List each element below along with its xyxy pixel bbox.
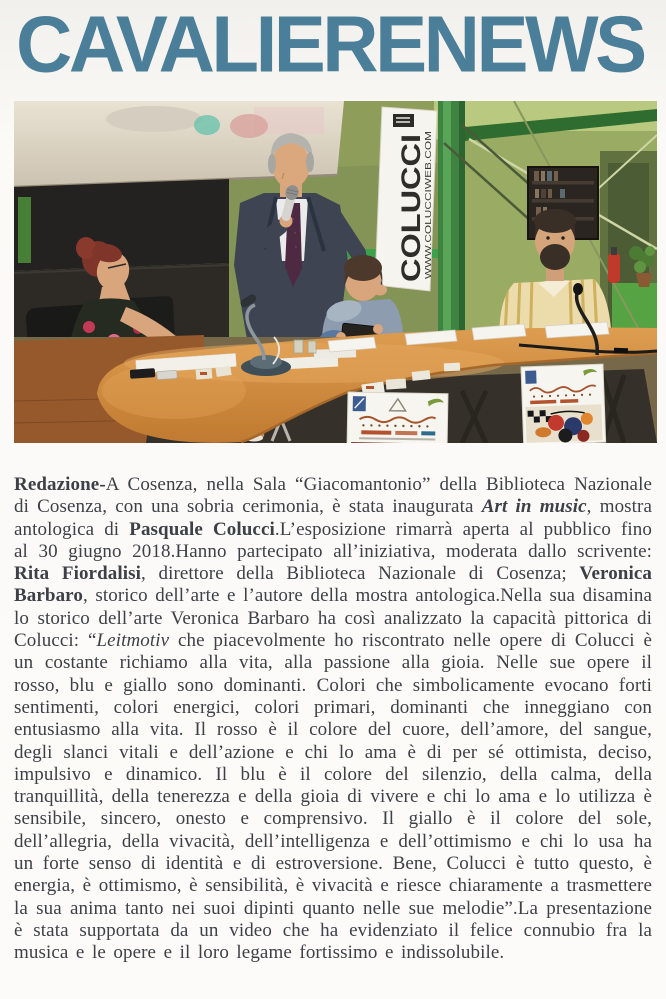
article-segment-leitmotiv: Leitmotiv (96, 630, 170, 652)
colucci-banner (375, 107, 437, 291)
article-segment-redazione: Redazione- (14, 474, 106, 495)
site-logo: CAVALIERENEWS (16, 0, 644, 89)
article-segment-esposizione: .L’esposizione rimarrà aperta al pubblico fino al 30 giugno 2018.Hanno partecipato all’iniziativa, moderata dallo scrivente: (14, 518, 652, 562)
article-segment-fiordalisi: Rita Fiordalisi (14, 563, 141, 585)
poster-left (347, 392, 448, 443)
event-photo (14, 101, 657, 443)
article-segment-intro: A Cosenza, nella Sala “Giacomantonio” della Biblioteca Nazionale di Cosenza, con una sobria cerimonia, è stata inaugurata (14, 474, 652, 518)
banner-url-vertical: WWW.COLUCCIWEB.COM (424, 179, 433, 279)
poster-right (521, 364, 606, 443)
green-pole (438, 101, 465, 343)
masthead (16, 2, 656, 94)
article-segment-colucci: Pasquale Colucci (129, 518, 275, 540)
event-photo-illustration (14, 101, 657, 443)
article-segment-storico: , storico dell’arte e l’autore della mostra antologica.Nella sua disamina lo storico dell’arte Veronica Barbaro ha così analizzato la capacità pittorica di Colucci: “ (14, 585, 652, 652)
article-paragraph (14, 474, 652, 965)
article-body (14, 474, 652, 965)
article-segment-direttore: , direttore della Biblioteca Nazionale di Cosenza; (140, 563, 580, 585)
article-segment-mostra: , mostra antologica di (14, 496, 653, 540)
article-segment-body: che piacevolmente ho riscontrato nelle opere di Colucci è un costante richiamo alla vita, alla passione alla gioia. Nelle sue opere il rosso, blu e giallo sono dominanti. Colori che simbolicamente evocano forti sentimenti, colori energici, colori primari, dominanti che inneggiano con entusiasmo alla vita. Il rosso è il colore del cuore, dell’amore, del sangue, degli slanci vitali e dell’azione e chi lo ama è di per sé ottimista, deciso, impulsivo e dinamico. Il blu è il colore del silenzio, della calma, della tranquillità, della tenerezza e della gioia di vivere e chi lo ama e lo utilizza è sensibile, sincero, onesto e comprensivo. Il giallo è il colore del sole, dell’allegria, della vivacità, dell’intelligenza e dell’ottimismo e chi lo usa ha un forte senso di identità e di estroversione. Bene, Colucci è tutto questo, è energia, è ottimismo, è sensibilità, è vivacità e riesce chiaramente a trasmettere la sua anima tanto nei suoi dipinti quanto nelle sue melodie”.La presentazione è stata supportata da un video che ha evidenziato il felice connubio fra la musica e le opere e il loro legame fortissimo e indissolubile. (14, 630, 652, 964)
banner-title-vertical: COLUCCI (396, 159, 426, 282)
article-segment-art-in-music: Art in music (481, 496, 587, 518)
article-segment-barbaro: Veronica Barbaro (14, 563, 652, 607)
